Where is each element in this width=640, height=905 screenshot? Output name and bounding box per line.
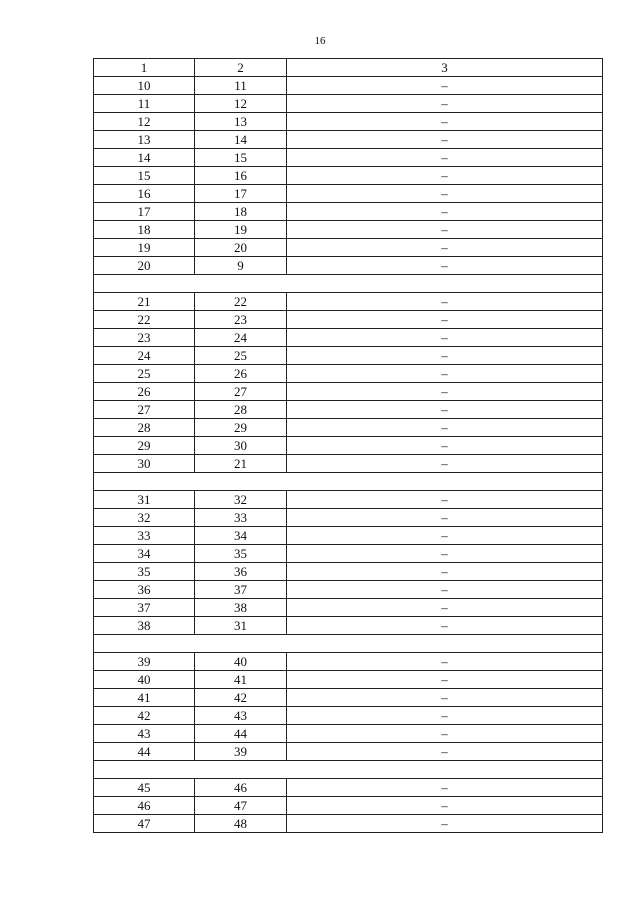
table-cell-col-2: 17 (195, 185, 287, 203)
table-row (94, 167, 603, 185)
table-row (94, 509, 603, 527)
table-cell-col-2: 37 (195, 581, 287, 599)
table-cell-col-3: – (287, 455, 603, 473)
table-cell-col-1: 20 (94, 257, 195, 275)
table-cell-col-3: – (287, 293, 603, 311)
table-cell-col-1: 43 (94, 725, 195, 743)
table-row (94, 149, 603, 167)
table-row (94, 239, 603, 257)
table-cell-col-2: 16 (195, 167, 287, 185)
table-cell-col-1: 30 (94, 455, 195, 473)
table-row (94, 113, 603, 131)
table-cell-col-1: 19 (94, 239, 195, 257)
table-row (94, 599, 603, 617)
table-cell-col-2: 38 (195, 599, 287, 617)
table-cell-col-1: 32 (94, 509, 195, 527)
table-cell-col-2: 34 (195, 527, 287, 545)
table-cell-col-2: 47 (195, 797, 287, 815)
table-cell-col-3: – (287, 437, 603, 455)
table-cell-col-1: 41 (94, 689, 195, 707)
table-cell-col-2: 33 (195, 509, 287, 527)
group-separator-cell (94, 635, 603, 653)
table-cell-col-2: 25 (195, 347, 287, 365)
table-row (94, 563, 603, 581)
table-row (94, 221, 603, 239)
table-cell-col-1: 34 (94, 545, 195, 563)
table-cell-col-1: 17 (94, 203, 195, 221)
table-row (94, 311, 603, 329)
table-cell-col-2: 20 (195, 239, 287, 257)
table-cell-col-3: – (287, 239, 603, 257)
table-cell-col-3: – (287, 527, 603, 545)
table-cell-col-2: 27 (195, 383, 287, 401)
group-separator-row (94, 761, 603, 779)
table-row (94, 185, 603, 203)
table-cell-col-1: 42 (94, 707, 195, 725)
table-cell-col-3: – (287, 131, 603, 149)
group-separator-row (94, 275, 603, 293)
table-cell-col-3: – (287, 743, 603, 761)
table-cell-col-2: 13 (195, 113, 287, 131)
table-cell-col-2: 26 (195, 365, 287, 383)
group-separator-cell (94, 473, 603, 491)
table-row (94, 293, 603, 311)
table-row (94, 455, 603, 473)
table-body (94, 59, 603, 833)
table-row (94, 383, 603, 401)
table-cell-col-3: – (287, 419, 603, 437)
table-cell-col-2: 44 (195, 725, 287, 743)
table-cell-col-1: 25 (94, 365, 195, 383)
table-cell-col-1: 27 (94, 401, 195, 419)
table-cell-col-3: – (287, 311, 603, 329)
table-row (94, 419, 603, 437)
table-row (94, 797, 603, 815)
table-row (94, 365, 603, 383)
table-row (94, 401, 603, 419)
table-cell-col-1: 38 (94, 617, 195, 635)
table-row (94, 617, 603, 635)
table-cell-col-1: 37 (94, 599, 195, 617)
table-cell-col-2: 18 (195, 203, 287, 221)
table-cell-col-1: 39 (94, 653, 195, 671)
table-cell-col-1: 47 (94, 815, 195, 833)
table-row (94, 347, 603, 365)
table-cell-col-2: 23 (195, 311, 287, 329)
table-row (94, 77, 603, 95)
table-cell-col-3: – (287, 383, 603, 401)
table-cell-col-2: 28 (195, 401, 287, 419)
table-cell-col-1: 28 (94, 419, 195, 437)
table-cell-col-3: – (287, 779, 603, 797)
table-row (94, 131, 603, 149)
table-cell-col-1: 24 (94, 347, 195, 365)
table-cell-col-1: 33 (94, 527, 195, 545)
table-cell-col-2: 12 (195, 95, 287, 113)
table-cell-col-3: – (287, 167, 603, 185)
table-cell-col-2: 41 (195, 671, 287, 689)
table-cell-col-1: 35 (94, 563, 195, 581)
table-cell-col-1: 45 (94, 779, 195, 797)
table-row (94, 527, 603, 545)
table-cell-col-3: – (287, 257, 603, 275)
table-cell-col-1: 23 (94, 329, 195, 347)
table-cell-col-1: 21 (94, 293, 195, 311)
table-cell-col-2: 40 (195, 653, 287, 671)
table-row (94, 779, 603, 797)
table-cell-col-3: – (287, 545, 603, 563)
table-row (94, 257, 603, 275)
table-row (94, 743, 603, 761)
table-cell-col-1: 44 (94, 743, 195, 761)
table-cell-col-3: – (287, 491, 603, 509)
table-cell-col-3: – (287, 581, 603, 599)
table-row (94, 95, 603, 113)
table-cell-col-3: – (287, 689, 603, 707)
table-cell-col-2: 30 (195, 437, 287, 455)
table-cell-col-2: 22 (195, 293, 287, 311)
group-separator-row (94, 473, 603, 491)
table-cell-col-2: 46 (195, 779, 287, 797)
table-cell-col-2: 48 (195, 815, 287, 833)
table-cell-col-3: – (287, 113, 603, 131)
table-cell-col-1: 15 (94, 167, 195, 185)
table-cell-col-1: 14 (94, 149, 195, 167)
table-cell-col-3: – (287, 95, 603, 113)
table-cell-col-3: – (287, 653, 603, 671)
table-cell-col-3: – (287, 599, 603, 617)
table-cell-col-3: – (287, 563, 603, 581)
table-cell-col-3: – (287, 797, 603, 815)
table-row (94, 203, 603, 221)
table-cell-col-2: 32 (195, 491, 287, 509)
table-row (94, 437, 603, 455)
table-cell-col-3: – (287, 401, 603, 419)
data-table (93, 58, 603, 833)
table-cell-col-3: – (287, 329, 603, 347)
table-cell-col-2: 42 (195, 689, 287, 707)
table-cell-col-3: – (287, 815, 603, 833)
table-row (94, 815, 603, 833)
table-cell-col-1: 26 (94, 383, 195, 401)
header-cell-1: 1 (94, 59, 195, 77)
table-cell-col-3: – (287, 725, 603, 743)
table-row (94, 653, 603, 671)
table-cell-col-2: 14 (195, 131, 287, 149)
table-cell-col-2: 36 (195, 563, 287, 581)
table-row (94, 545, 603, 563)
table-cell-col-1: 22 (94, 311, 195, 329)
group-separator-cell (94, 761, 603, 779)
table-cell-col-1: 10 (94, 77, 195, 95)
table-cell-col-1: 46 (94, 797, 195, 815)
table-cell-col-2: 19 (195, 221, 287, 239)
table-cell-col-2: 11 (195, 77, 287, 95)
table-cell-col-3: – (287, 365, 603, 383)
table-cell-col-3: – (287, 77, 603, 95)
table-cell-col-3: – (287, 221, 603, 239)
table-cell-col-2: 15 (195, 149, 287, 167)
table-row (94, 581, 603, 599)
table-header-row (94, 59, 603, 77)
header-cell-3: 3 (287, 59, 603, 77)
table-cell-col-3: – (287, 185, 603, 203)
table-cell-col-2: 35 (195, 545, 287, 563)
table-row (94, 329, 603, 347)
table-cell-col-3: – (287, 347, 603, 365)
table-cell-col-1: 16 (94, 185, 195, 203)
table-row (94, 491, 603, 509)
table-cell-col-1: 40 (94, 671, 195, 689)
table-cell-col-2: 39 (195, 743, 287, 761)
table-cell-col-3: – (287, 509, 603, 527)
table-cell-col-1: 18 (94, 221, 195, 239)
group-separator-cell (94, 275, 603, 293)
group-separator-row (94, 635, 603, 653)
table-cell-col-1: 29 (94, 437, 195, 455)
table-cell-col-2: 43 (195, 707, 287, 725)
table-cell-col-2: 31 (195, 617, 287, 635)
table-cell-col-3: – (287, 707, 603, 725)
table-cell-col-2: 9 (195, 257, 287, 275)
table-cell-col-2: 21 (195, 455, 287, 473)
page-number: 16 (314, 35, 326, 47)
header-cell-2: 2 (195, 59, 287, 77)
table-row (94, 671, 603, 689)
table-cell-col-3: – (287, 617, 603, 635)
table-cell-col-2: 24 (195, 329, 287, 347)
table-row (94, 725, 603, 743)
table-cell-col-1: 31 (94, 491, 195, 509)
table-row (94, 707, 603, 725)
table-cell-col-1: 36 (94, 581, 195, 599)
table-cell-col-3: – (287, 671, 603, 689)
table-cell-col-2: 29 (195, 419, 287, 437)
table-cell-col-1: 11 (94, 95, 195, 113)
table-cell-col-3: – (287, 149, 603, 167)
table-cell-col-1: 12 (94, 113, 195, 131)
table-cell-col-3: – (287, 203, 603, 221)
table-row (94, 689, 603, 707)
table-cell-col-1: 13 (94, 131, 195, 149)
